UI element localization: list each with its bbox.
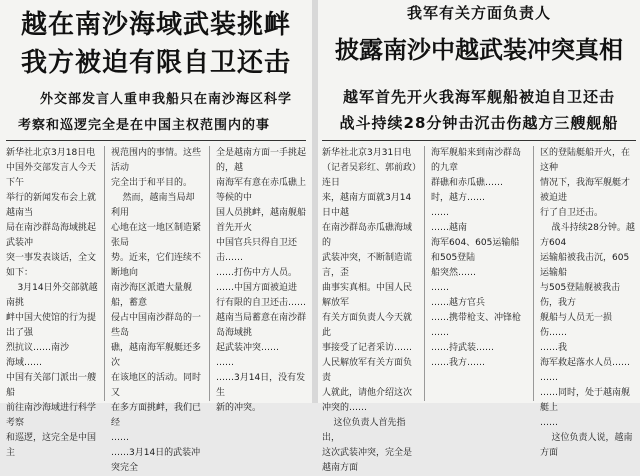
right-divider xyxy=(322,140,636,141)
column-divider xyxy=(424,146,425,401)
left-body-column-3: 全是越南方面一手挑起的，越 南海军有意在赤瓜礁上等候的中 国人员挑衅，越南舰船首先开火 中国官兵只得自卫还击…… ……打伤中方人员。 ……中国方面被迫进 行有限的自卫还击…… 越南当局蓄意在南沙群岛海域挑 起武装冲突…… …… ……3月14日，没有发生 新的冲突。 xyxy=(216,148,307,413)
column-divider xyxy=(533,146,534,401)
right-body-column-3: 区的登陆艇船开火，在这种 情况下，我海军舰艇才被迫进 行了自卫还击。 战斗持续28分钟。越方604 运输船被我击沉，605运输船 与505登陆舰被我击伤，我方 舰船与人员无一损伤…… ……我 海军救起落水人员…… …… ……同时，处于越南舰艇上 …… 这位负责人说，越南方面 xyxy=(540,148,635,458)
column-divider xyxy=(209,146,210,401)
column-divider xyxy=(104,146,105,401)
right-headline: 披露南沙中越武装冲突真相 xyxy=(335,36,623,64)
right-body-columns xyxy=(322,146,636,473)
right-kicker: 我军有关方面负责人 xyxy=(406,4,551,22)
left-newspaper-clipping xyxy=(0,0,312,473)
left-body-column-2: 视范围内的事情。这些活动 完全出于和平目的。 然而，越南当局却利用 心地在这一地区制造紧张局 势。近来，它们连续不断地向 南沙海区派遣大量舰船，蓄意 侵占中国南沙群岛的一些岛 礁，越南海军舰艇还多次 在该地区的活动。同时又 在多方面挑衅，我们已经 …… ……3月14日的武装冲突完全 xyxy=(111,148,202,473)
left-headline-line2: 我方被迫有限自卫还击 xyxy=(20,48,291,78)
left-headline-line1: 越在南沙海域武装挑衅 xyxy=(20,10,291,40)
left-divider xyxy=(6,140,306,141)
left-subtitle-line2: 考察和巡逻完全是在中国主权范围内的事 xyxy=(18,118,271,133)
right-body-column-2: 海军舰船来到南沙群岛的九章 群礁和赤瓜礁…… 时，越方…… …… ……越南 海军604、605运输船和505登陆 船突然…… …… ……越方官兵 ……携带枪支、冲锋枪 …… ……持武装…… ……我方…… xyxy=(431,148,522,368)
left-body-columns xyxy=(6,146,308,473)
right-body-column-1: 新华社北京3月31日电 （记者吴彩红、郭前政）连日 来，越南方面就3月14日中越 在南沙群岛赤瓜礁海域的 武装冲突，不断制造谎言，歪 曲事实真相。中国人民解放军 有关方面负责人今天就此 事接受了记者采访…… 人民解放军有关方面负责 人就此，请他介绍这次 冲突的…… 这位负责人首先指出， 这次武装冲突，完全是越南方面 xyxy=(322,148,417,473)
right-subtitle-line1: 越军首先开火我海军舰船被迫自卫还击 xyxy=(342,88,615,106)
right-newspaper-clipping xyxy=(318,0,640,473)
left-body-column-1: 新华社北京3月18日电 中国外交部发言人今天下午 举行的新闻发布会上就越南当 局在南沙群岛海域挑起武装冲 突一事发表谈话，全文如下： 3月14日外交部就越南挑 衅中国大使馆的行为提出了强 烈抗议……南沙 海域…… 中国有关部门派出一艘船 前往南沙海域进行科学考察 和巡逻，这完全是中国主 xyxy=(6,148,98,458)
left-subtitle-line1: 外交部发言人重申我船只在南沙海区科学 xyxy=(40,92,293,107)
right-subtitle-line2: 战斗持续28分钟击沉击伤越方三艘舰船 xyxy=(339,114,619,132)
